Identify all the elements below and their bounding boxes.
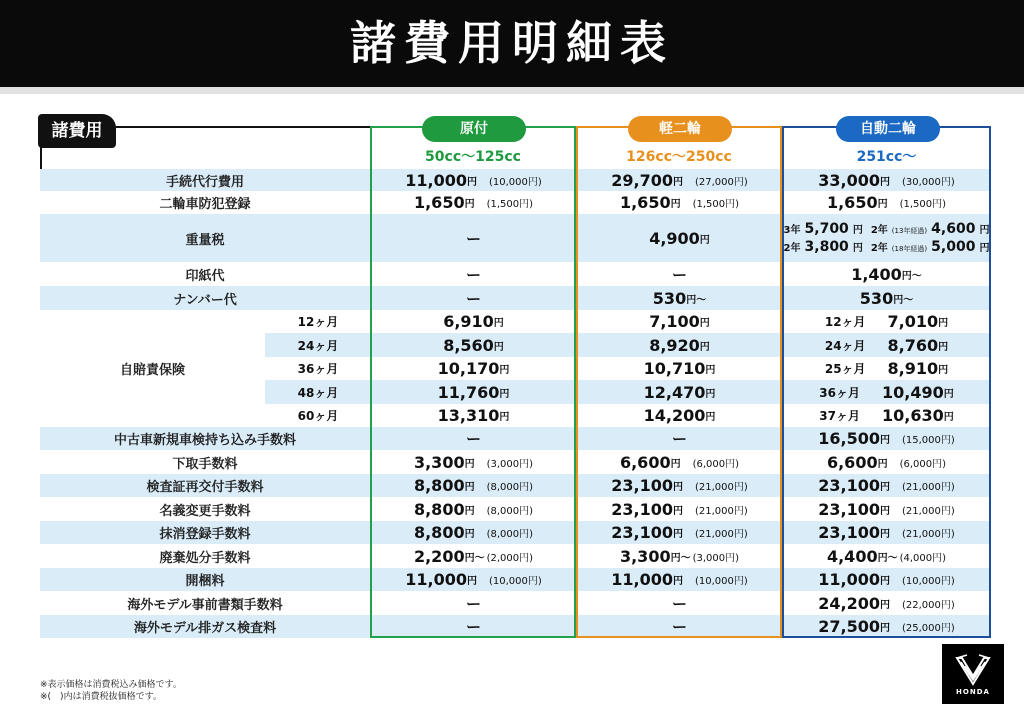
term-label: 24ヶ月: [297, 338, 339, 353]
row-label: 下取手数料: [172, 456, 238, 472]
title-bar: [0, 0, 1024, 87]
price-cell: ー: [671, 265, 687, 284]
row-label: 開梱料: [185, 574, 225, 589]
price-cell: 2,200 円 ～ (2,000円): [413, 546, 534, 566]
section-label: 諸費用: [38, 114, 116, 148]
price-cell: 530 円 ～: [859, 288, 914, 308]
price-cell: ー: [465, 229, 481, 248]
footnote-tax-included: ※表示価格は消費税込み価格です。: [40, 680, 182, 690]
price-cell: 4,900 円: [649, 228, 710, 248]
price-cell: 1,650 円 (1,500円): [619, 193, 740, 212]
price-cell: 12ヶ月 7,010 円: [824, 312, 949, 331]
price-cell: 37ヶ月 10,630 円: [819, 406, 954, 425]
honda-wing-icon: [953, 652, 993, 686]
row-label: 廃棄処分手数料: [159, 550, 251, 566]
price-cell: 24,200 円 (22,000円): [818, 593, 955, 613]
row-label: 検査証再交付手数料: [146, 480, 264, 495]
price-cell: 4,400 円 ～ (4,000円): [826, 546, 947, 566]
price-cell: 3,300 円 (3,000円): [413, 452, 534, 472]
row-label: 手続代行費用: [165, 174, 244, 190]
price-cell: 8,920 円: [649, 335, 710, 355]
row-label-jibai: 自賠責保険: [40, 310, 265, 427]
price-cell: 27,500 円 (25,000円): [818, 617, 955, 636]
price-cell: ー: [465, 289, 481, 308]
price-cell: 14,200 円: [643, 406, 716, 425]
price-cell: ー: [671, 594, 687, 613]
footnote-tax-excluded: ※( )内は消費税抜価格です。: [40, 692, 162, 702]
price-cell: ー: [671, 618, 687, 636]
column-header-keinirin: 軽二輪: [628, 116, 732, 142]
price-cell: 10,710 円: [643, 359, 716, 378]
row-label: 抹消登録手数料: [159, 527, 251, 542]
honda-logo: [942, 644, 1004, 704]
price-cell: 24ヶ月 8,760 円: [824, 335, 949, 355]
row-label: 海外モデル事前書類手数料: [127, 597, 283, 613]
price-cell: 6,910 円: [443, 312, 504, 331]
price-cell: 8,560 円: [443, 335, 504, 355]
page-title: 諸費用明細表: [350, 16, 674, 70]
price-cell: 13,310 円: [437, 406, 510, 425]
price-cell: 10,170 円: [437, 359, 510, 378]
column-header-jidonirin: 自動二輪: [836, 116, 940, 142]
price-cell: 8,800 円 (8,000円): [413, 476, 534, 495]
price-cell: ー: [465, 618, 481, 636]
price-cell: 25ヶ月 8,910 円: [824, 359, 949, 378]
price-cell: 7,100 円: [649, 312, 710, 331]
row-label: 印紙代: [185, 268, 225, 284]
price-cell: 23,100 円 (21,000円): [818, 476, 955, 495]
term-label: 36ヶ月: [297, 362, 339, 376]
row-label: 二輪車防犯登録: [159, 197, 251, 212]
price-cell: 1,650 円 (1,500円): [826, 193, 947, 212]
price-cell: 1,400 円 ～: [851, 264, 922, 284]
price-cell: 11,000 円 (10,000円): [611, 570, 748, 589]
price-cell: 11,000 円 (10,000円): [405, 170, 542, 190]
price-cell: 23,100 円 (21,000円): [818, 499, 955, 519]
price-cell: 33,000 円 (30,000円): [818, 170, 955, 190]
price-cell: 36ヶ月 10,490 円: [819, 382, 954, 402]
displacement-jidonirin: 251cc～: [856, 149, 917, 165]
row-label: ナンバー代: [173, 292, 237, 308]
row-label: 海外モデル排ガス検査料: [133, 621, 277, 636]
term-label: 12ヶ月: [297, 315, 339, 329]
row-label: 中古車新規車検持ち込み手数料: [113, 433, 296, 448]
price-cell: 23,100 円 (21,000円): [611, 476, 748, 495]
price-cell: 6,600 円 (6,000円): [619, 452, 740, 472]
price-cell: ー: [671, 430, 687, 448]
column-frame-gentsuki: [370, 126, 576, 638]
price-cell: 23,100 円 (21,000円): [611, 499, 748, 519]
title-underbar: [0, 87, 1024, 94]
column-frame-keinirin: [576, 126, 782, 638]
price-cell: 11,000 円 (10,000円): [405, 570, 542, 589]
price-cell: 8,800 円 (8,000円): [413, 523, 534, 542]
price-cell: 11,000 円 (10,000円): [818, 570, 955, 589]
column-header-gentsuki: 原付: [422, 116, 526, 142]
price-cell: 12,470 円: [643, 382, 716, 402]
price-cell: 29,700 円 (27,000円): [611, 170, 748, 190]
term-label: 60ヶ月: [297, 409, 339, 423]
displacement-keinirin: 126cc～250cc: [626, 149, 732, 165]
price-cell: 16,500 円 (15,000円): [818, 429, 955, 448]
weight-tax-line: 3年 5,700 円 2年 (13年経過) 4,600 円: [783, 221, 990, 237]
price-cell: 1,650 円 (1,500円): [413, 193, 534, 212]
price-cell: ー: [465, 430, 481, 448]
price-cell: 23,100 円 (21,000円): [611, 523, 748, 542]
price-cell: 8,800 円 (8,000円): [413, 499, 534, 519]
price-cell: 3,300 円 ～ (3,000円): [619, 546, 740, 566]
price-cell: 11,760 円: [437, 382, 510, 402]
price-cell: 23,100 円 (21,000円): [818, 523, 955, 542]
weight-tax-line: 2年 3,800 円 2年 (18年経過) 5,000 円: [783, 239, 990, 255]
column-frame-jidonirin: [782, 126, 991, 638]
term-label: 48ヶ月: [297, 385, 339, 400]
price-cell: ー: [465, 265, 481, 284]
price-cell: 530 円 ～: [652, 288, 707, 308]
displacement-gentsuki: 50cc～125cc: [425, 149, 521, 165]
row-label: 名義変更手数料: [159, 503, 251, 519]
logo-text: HONDA: [956, 688, 990, 696]
row-label: 重量税: [185, 232, 225, 248]
price-cell: ー: [465, 594, 481, 613]
price-cell: 6,600 円 (6,000円): [826, 452, 947, 472]
